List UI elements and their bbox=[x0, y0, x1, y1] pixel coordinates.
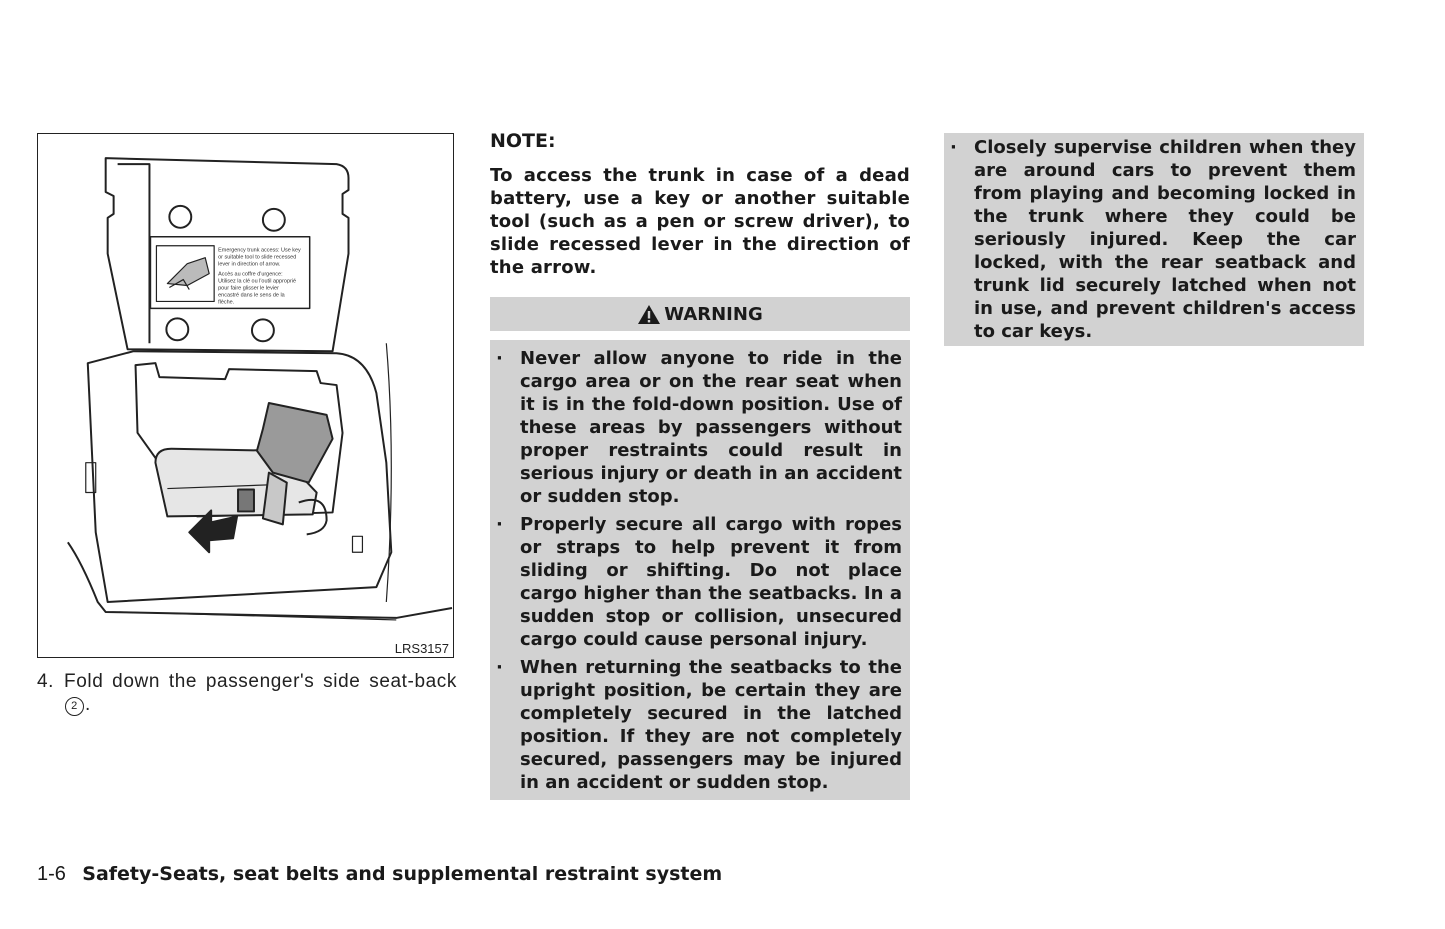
label-line-4: Accès au coffre d'urgence: bbox=[218, 271, 283, 278]
label-line-8: flèche. bbox=[218, 299, 235, 306]
note-body: To access the trunk in case of a dead battery, use a key or another suitable tool (such as a pen or screw driver), to slide recessed lever in the direction of the arrow. bbox=[490, 165, 910, 278]
note-title: NOTE: bbox=[490, 130, 556, 152]
warning-item-continued: · Closely supervise children when they are around cars to prevent them from playing and becoming locked in the trunk where they could be seriously injured. Keep the car locked, with the rear seatback and trunk lid securely latched when not in use, and prevent children's access to car keys. bbox=[944, 136, 1356, 343]
warning-body bbox=[490, 340, 910, 800]
label-line-5: Utilisez la clé ou l'outil approprié bbox=[218, 278, 297, 285]
step-4 bbox=[37, 670, 457, 716]
step-number: 4. bbox=[37, 671, 55, 692]
callout-number: 2 bbox=[65, 697, 84, 716]
page-footer bbox=[37, 860, 722, 887]
label-line-7: encastré dans le sens de la bbox=[218, 292, 285, 299]
label-line-6: pour faire glisser le levier bbox=[218, 285, 279, 292]
figure-trunk-access bbox=[37, 133, 454, 658]
label-line-3: lever in direction of arrow. bbox=[218, 261, 281, 268]
label-line-1: Emergency trunk access: Use key bbox=[218, 247, 301, 254]
figure-id: LRS3157 bbox=[394, 641, 449, 656]
label-line-2: or suitable tool to slide recessed bbox=[218, 254, 297, 261]
step-text bbox=[37, 670, 457, 716]
column-note-warning bbox=[490, 130, 910, 800]
warning-title: WARNING bbox=[664, 303, 763, 325]
step-text-main: Fold down the passenger's side seat-back bbox=[64, 671, 457, 692]
section-title: Safety-Seats, seat belts and supplemental restraint system bbox=[82, 863, 723, 885]
warning-item: · Never allow anyone to ride in the cargo area or on the rear seat when it is in the fold-down position. Use of these areas by passengers without proper restraints could result in serious injury or death in an accident or sudden stop. bbox=[490, 347, 902, 508]
trunk-lever-illustration bbox=[38, 134, 453, 657]
warning-item: · When returning the seatbacks to the upright position, be certain they are completely secured in the latched position. If they are not completely secured, passengers may be injured in an accident or sudden stop. bbox=[490, 656, 902, 794]
warning-header bbox=[490, 297, 910, 331]
warning-item: · Properly secure all cargo with ropes or straps to help prevent it from sliding or shifting. Do not place cargo higher than the seatbacks. In a sudden stop or collision, unsecured cargo could cause personal injury. bbox=[490, 513, 902, 651]
step-text-end: . bbox=[85, 694, 91, 715]
warning-continued bbox=[944, 133, 1364, 346]
warning-triangle-icon bbox=[637, 304, 661, 325]
page-number: 1-6 bbox=[37, 863, 66, 885]
